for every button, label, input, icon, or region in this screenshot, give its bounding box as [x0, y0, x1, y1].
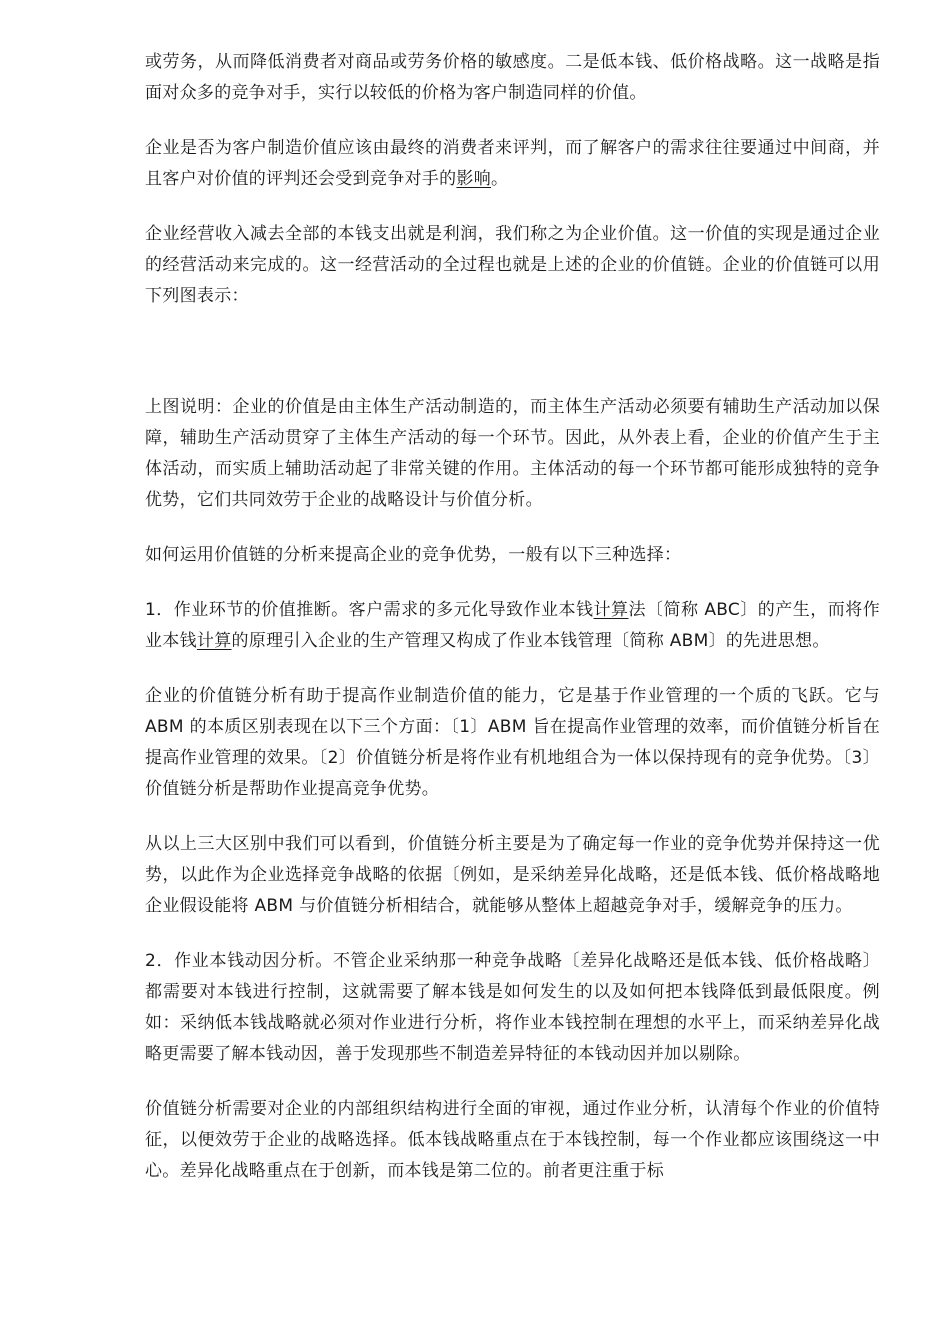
paragraph-4: 上图说明：企业的价值是由主体生产活动制造的，而主体生产活动必须要有辅助生产活动加以保障，辅助生产活动贯穿了主体生产活动的每一个环节。因此，从外表上看，企业的价值产生于主体活动，而实质上辅助活动起了非常关键的作用。主体活动的每一个环节都可能形成独特的竞争优势，它们共同效劳于企业的战略设计与价值分析。 [145, 397, 880, 510]
paragraph-5: 如何运用价值链的分析来提高企业的竞争优势，一般有以下三种选择： [145, 545, 682, 565]
paragraph-2 [145, 133, 880, 195]
paragraph-2-text-b: 。 [491, 169, 509, 189]
paragraph-7: 企业的价值链分析有助于提高作业制造价值的能力，它是基于作业管理的一个质的飞跃。它与 ABM 的本质区别表现在以下三个方面：〔1〕ABM 旨在提高作业管理的效率，而价值链分析旨在提高作业管理的效果。〔2〕价值链分析是将作业有机地组合为一体以保持现有的竞争优势。〔3〕价值链分析是帮助作业提高竞争优势。 [145, 686, 880, 799]
paragraph-8: 从以上三大区别中我们可以看到，价值链分析主要是为了确定每一作业的竞争优势并保持这一优势，以此作为企业选择竞争战略的依据〔例如，是采纳差异化战略，还是低本钱、低价格战略地企业假设能将 ABM 与价值链分析相结合，就能够从整体上超越竞争对手，缓解竞争的压力。 [145, 834, 880, 916]
paragraph-6 [145, 595, 880, 657]
paragraph-3: 企业经营收入减去全部的本钱支出就是利润，我们称之为企业价值。这一价值的实现是通过企业的经营活动来完成的。这一经营活动的全过程也就是上述的企业的价值链。企业的价值链可以用下列图表示： [145, 224, 880, 306]
paragraph-10: 价值链分析需要对企业的内部组织结构进行全面的审视，通过作业分析，认清每个作业的价值特征，以便效劳于企业的战略选择。低本钱战略重点在于本钱控制，每一个作业都应该围绕这一中心。差异化战略重点在于创新，而本钱是第二位的。前者更注重于标 [145, 1099, 880, 1181]
link-yingxiang[interactable]: 影响 [456, 169, 492, 189]
link-jisuan-1[interactable]: 计算 [593, 600, 629, 620]
paragraph-9: 2．作业本钱动因分析。不管企业采纳那一种竞争战略〔差异化战略还是低本钱、低价格战略〕都需要对本钱进行控制，这就需要了解本钱是如何发生的以及如何把本钱降低到最低限度。例如：采纳低本钱战略就必须对作业进行分析，将作业本钱控制在理想的水平上，而采纳差异化战略更需要了解本钱动因，善于发现那些不制造差异特征的本钱动因并加以剔除。 [145, 951, 880, 1064]
paragraph-1: 或劳务，从而降低消费者对商品或劳务价格的敏感度。二是低本钱、低价格战略。这一战略是指面对众多的竞争对手，实行以较低的价格为客户制造同样的价值。 [145, 52, 880, 103]
paragraph-6-text-b: 法〔简称 ABC〕的产生，而将作业本钱 [145, 600, 880, 651]
paragraph-6-text-a: 1．作业环节的价值推断。客户需求的多元化导致作业本钱 [145, 600, 594, 620]
paragraph-6-text-c: 的原理引入企业的生产管理又构成了作业本钱管理〔简称 ABM〕的先进思想。 [231, 631, 830, 651]
figure-placeholder [145, 336, 880, 392]
document-body [145, 47, 880, 1211]
paragraph-2-text-a: 企业是否为客户制造价值应该由最终的消费者来评判，而了解客户的需求往往要通过中间商，并且客户对价值的评判还会受到竞争对手的 [145, 138, 880, 189]
link-jisuan-2[interactable]: 计算 [196, 631, 232, 651]
